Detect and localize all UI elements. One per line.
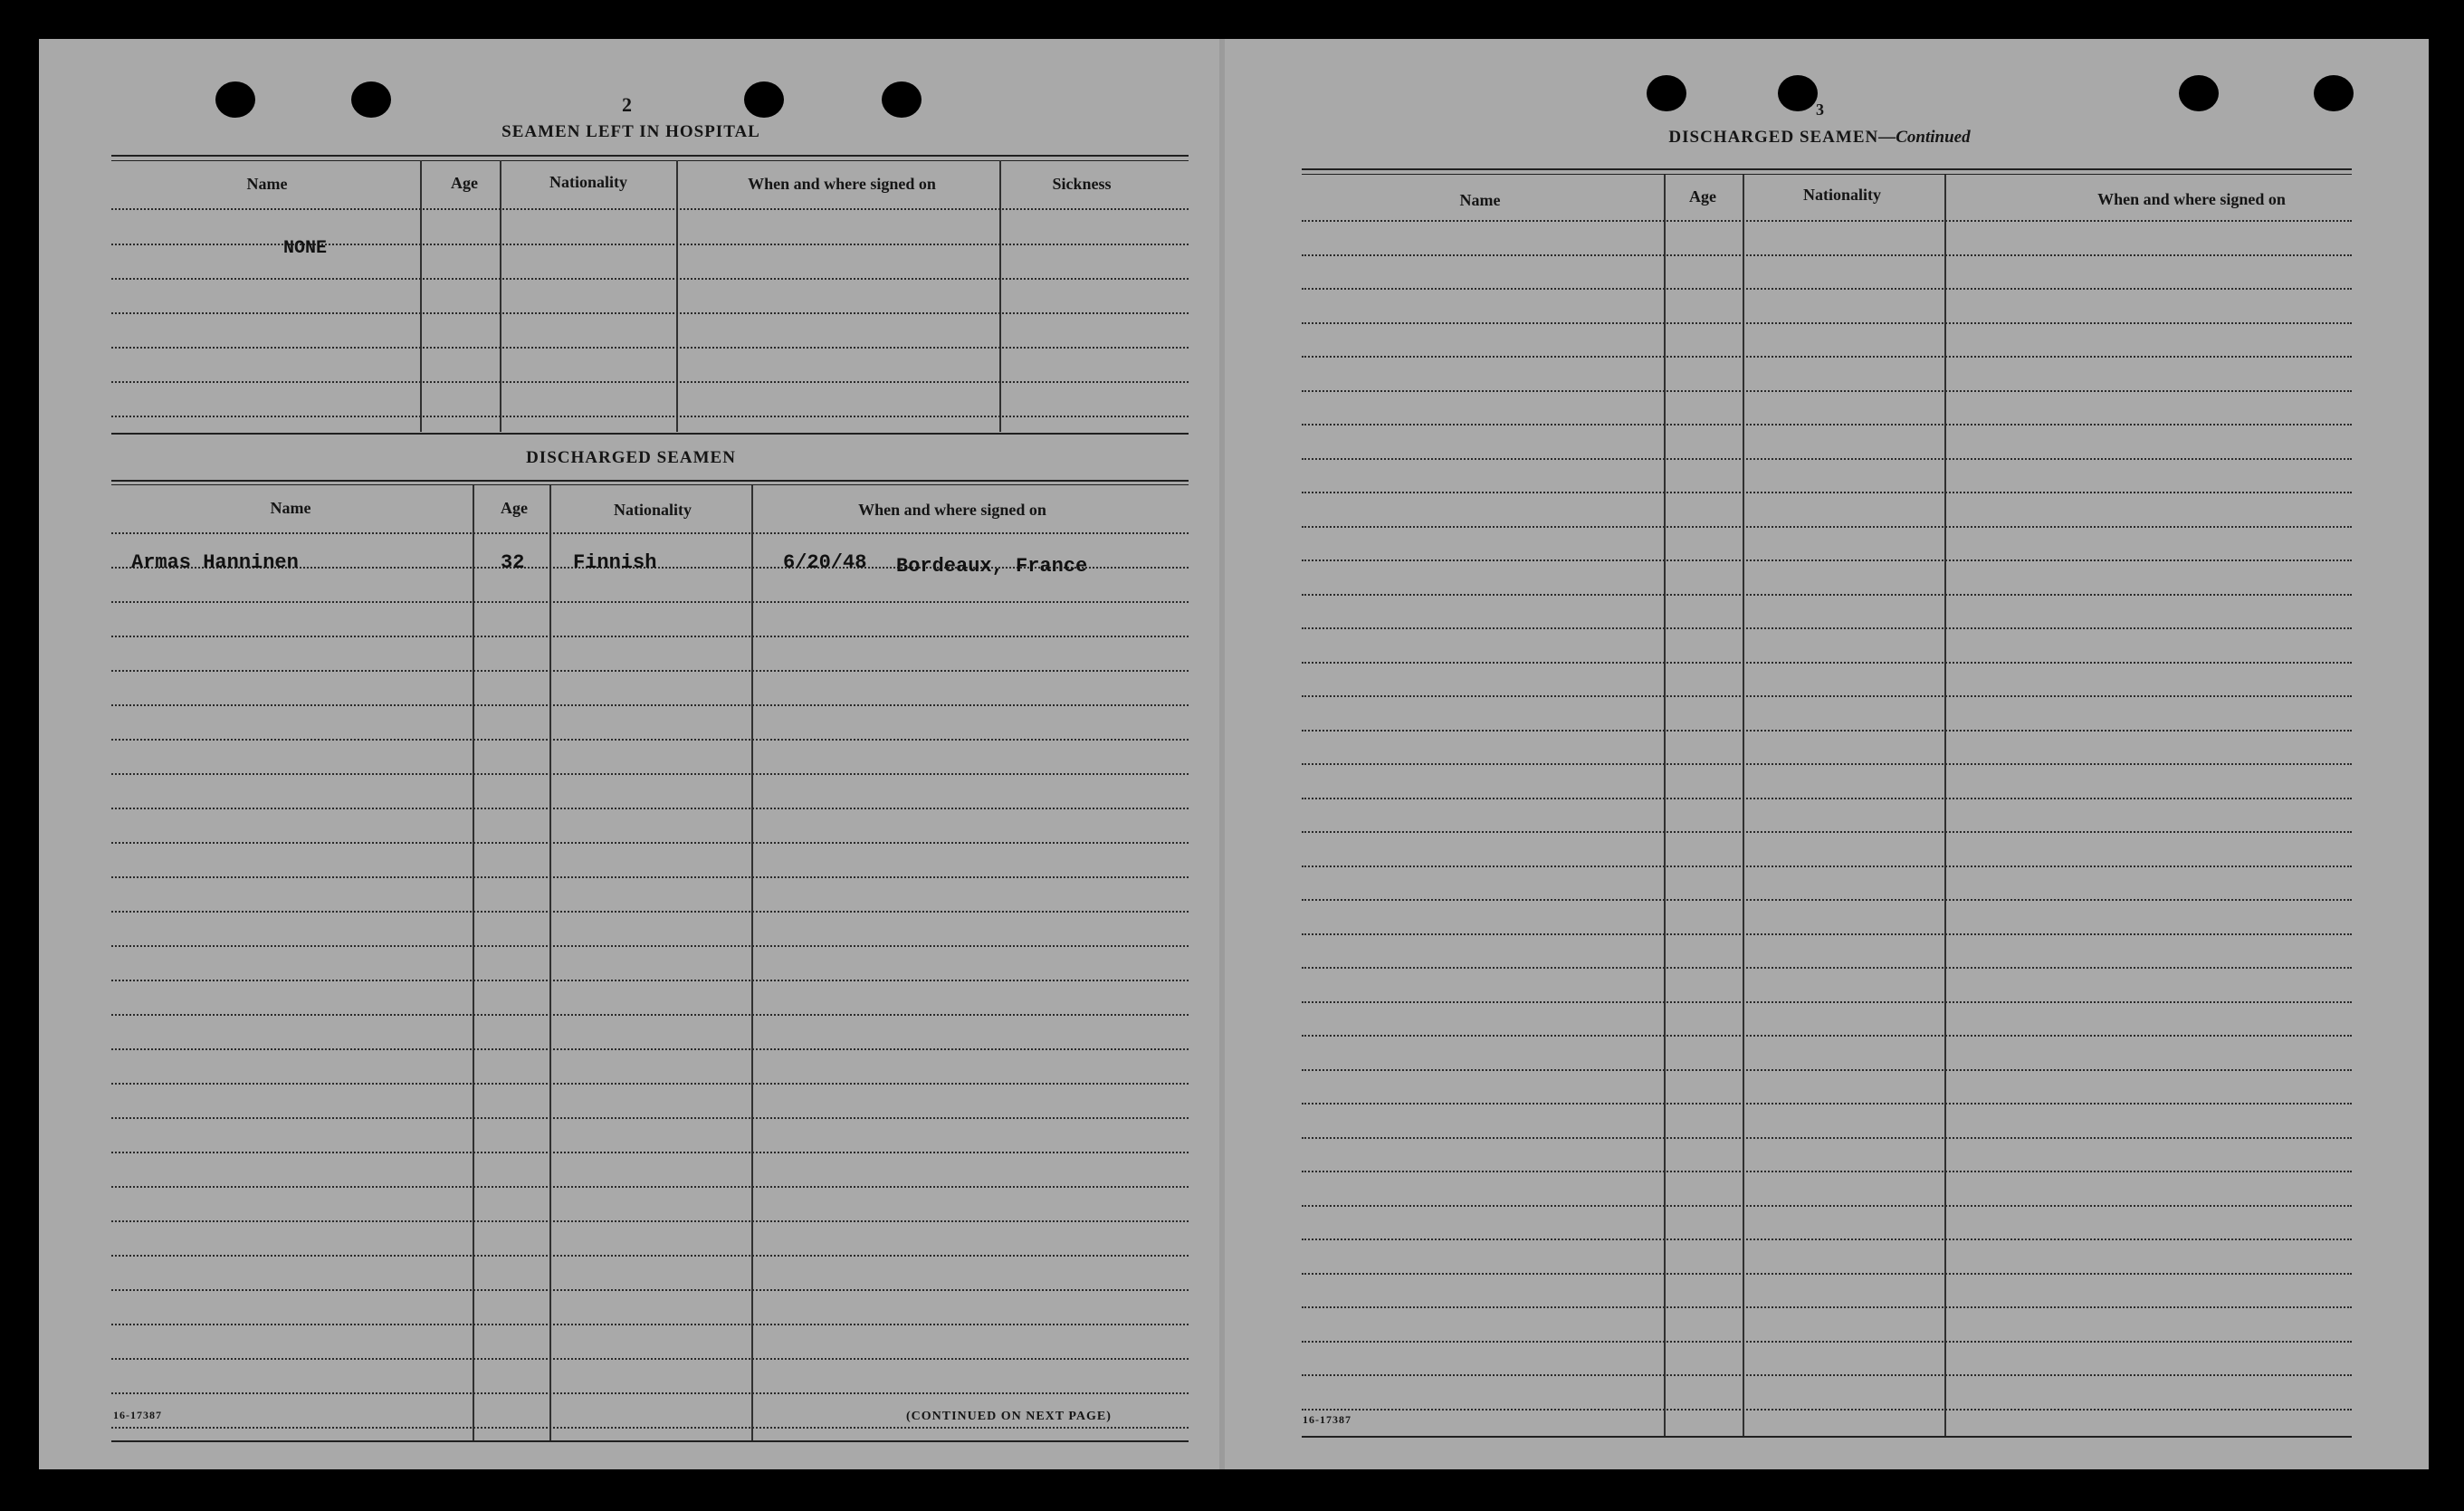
hospital-col-name: Name [246, 175, 288, 193]
ledger-row-line [1302, 1171, 2352, 1172]
ledger-row-line [1302, 220, 2352, 222]
ledger-row-line [1302, 1205, 2352, 1207]
hospital-title: SEAMEN LEFT IN HOSPITAL [501, 122, 760, 141]
ledger-row-line [1302, 594, 2352, 596]
ledger-row-line [111, 1083, 1189, 1085]
ledger-row-line [111, 1255, 1189, 1257]
ledger-row-line [1302, 1001, 2352, 1003]
ledger-row-line [111, 911, 1189, 913]
ledger-row-line [111, 1186, 1189, 1188]
ledger-row-line [1302, 1341, 2352, 1343]
ledger-row-line [1302, 288, 2352, 290]
ledger-row-line [1302, 865, 2352, 867]
table-rule [1302, 168, 2352, 170]
ledger-row-line [1302, 559, 2352, 561]
continued-note: (CONTINUED ON NEXT PAGE) [906, 1410, 1112, 1423]
continued-col-nationality: Nationality [1802, 186, 1882, 204]
ledger-row-line [111, 1048, 1189, 1050]
punch-hole [744, 81, 784, 118]
ledger-row-line [111, 773, 1189, 775]
ledger-row-line [111, 808, 1189, 809]
punch-hole [351, 81, 391, 118]
ledger-row-line [111, 1014, 1189, 1016]
punch-hole [2314, 75, 2354, 111]
ledger-row-line [1302, 1103, 2352, 1105]
column-divider [420, 160, 422, 432]
ledger-row-line [111, 980, 1189, 981]
column-divider [1944, 175, 1946, 1436]
ledger-row-line [1302, 424, 2352, 426]
ledger-row-line [111, 1358, 1189, 1360]
ledger-row-line [1302, 1035, 2352, 1037]
discharged-name: Armas Hanninen [131, 551, 299, 574]
ledger-row-line [1302, 1137, 2352, 1139]
hospital-col-age: Age [451, 174, 478, 192]
ledger-row-line [1302, 1409, 2352, 1411]
document-sheet [39, 39, 2429, 1469]
ledger-row-line [111, 1324, 1189, 1325]
ledger-row-line [111, 532, 1189, 534]
table-rule [111, 484, 1189, 485]
column-divider [500, 160, 501, 432]
ledger-row-line [1302, 356, 2352, 358]
hospital-entry-none: NONE [283, 238, 328, 259]
column-divider [1743, 175, 1744, 1436]
continued-col-age: Age [1689, 187, 1716, 206]
hospital-row-line [111, 278, 1189, 280]
ledger-row-line [1302, 933, 2352, 935]
punch-hole [215, 81, 255, 118]
table-rule [111, 480, 1189, 482]
ledger-row-line [1302, 695, 2352, 697]
page-number: 2 [622, 93, 632, 116]
table-rule [1302, 1436, 2352, 1438]
hospital-col-when-where: When and where signed on [748, 175, 936, 193]
discharged-col-name: Name [270, 499, 311, 517]
ledger-row-line [111, 670, 1189, 672]
discharged-continued-title [1668, 128, 1970, 148]
column-divider [751, 485, 753, 1440]
hospital-row-line [111, 312, 1189, 314]
ledger-row-line [1302, 492, 2352, 493]
right-page [1225, 39, 2429, 1469]
ledger-row-line [1302, 627, 2352, 629]
hospital-col-sickness: Sickness [1052, 175, 1112, 193]
ledger-row-line [111, 945, 1189, 947]
ledger-row-line [111, 1427, 1189, 1429]
discharged-title: DISCHARGED SEAMEN [526, 448, 736, 467]
table-rule [111, 433, 1189, 435]
ledger-row-line [111, 636, 1189, 637]
punch-hole [2179, 75, 2219, 111]
table-rule [111, 155, 1189, 157]
form-number: 16-17387 [113, 1409, 162, 1421]
ledger-row-line [1302, 1374, 2352, 1376]
ledger-row-line [111, 1392, 1189, 1394]
punch-hole [1647, 75, 1686, 111]
continued-col-name: Name [1459, 191, 1501, 209]
title-suffix: —Continued [1878, 128, 1971, 147]
ledger-row-line [111, 739, 1189, 741]
ledger-row-line [1302, 967, 2352, 969]
ledger-row-line [1302, 526, 2352, 528]
ledger-row-line [111, 601, 1189, 603]
punch-hole [882, 81, 922, 118]
column-divider [473, 485, 474, 1440]
title-main: DISCHARGED SEAMEN [1668, 128, 1879, 147]
column-divider [999, 160, 1001, 432]
ledger-row-line [1302, 390, 2352, 392]
discharged-nationality: Finnish [573, 551, 657, 574]
ledger-row-line [1302, 831, 2352, 833]
discharged-col-age: Age [501, 499, 528, 517]
ledger-row-line [111, 704, 1189, 706]
ledger-row-line [1302, 1306, 2352, 1308]
ledger-row-line [1302, 1069, 2352, 1071]
discharged-col-nationality: Nationality [613, 501, 692, 519]
left-page [39, 39, 1219, 1469]
discharged-age: 32 [501, 551, 525, 574]
ledger-row-line [1302, 1273, 2352, 1275]
ledger-row-line [111, 842, 1189, 844]
ledger-row-line [1302, 1238, 2352, 1240]
hospital-row-line [111, 347, 1189, 349]
ledger-row-line [1302, 254, 2352, 256]
ledger-row-line [111, 1220, 1189, 1222]
column-divider [1664, 175, 1666, 1436]
discharged-date: 6/20/48 [783, 551, 867, 574]
ledger-row-line [1302, 798, 2352, 799]
punch-hole [1778, 75, 1818, 111]
ledger-row-line [111, 1289, 1189, 1291]
hospital-col-nationality: Nationality [549, 173, 628, 191]
ledger-row-line [1302, 662, 2352, 664]
hospital-row-line [111, 416, 1189, 417]
discharged-place: Bordeaux, France [896, 555, 1088, 578]
ledger-row-line [1302, 763, 2352, 765]
column-divider [549, 485, 551, 1440]
ledger-row-line [111, 1117, 1189, 1119]
hospital-row-line [111, 244, 1189, 245]
ledger-row-line [1302, 322, 2352, 324]
table-rule [111, 1440, 1189, 1442]
ledger-row-line [1302, 730, 2352, 732]
table-rule [111, 160, 1189, 161]
table-rule [1302, 174, 2352, 175]
form-number: 16-17387 [1303, 1413, 1351, 1426]
ledger-row-line [111, 1152, 1189, 1153]
column-divider [676, 160, 678, 432]
page-number: 3 [1816, 100, 1824, 119]
hospital-row-line [111, 208, 1189, 210]
hospital-row-line [111, 381, 1189, 383]
ledger-row-line [1302, 899, 2352, 901]
ledger-row-line [111, 876, 1189, 878]
ledger-row-line [1302, 458, 2352, 460]
discharged-col-when-where: When and where signed on [858, 501, 1046, 519]
continued-col-when-where: When and where signed on [2097, 190, 2286, 208]
